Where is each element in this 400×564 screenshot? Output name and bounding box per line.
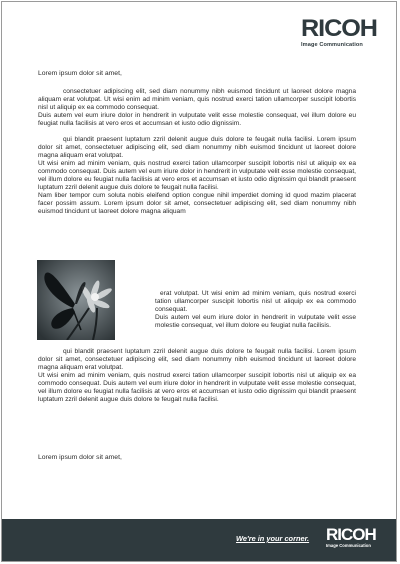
letter-body-top xyxy=(38,88,356,216)
letter-body-bottom xyxy=(38,348,356,404)
butterfly-icon xyxy=(37,260,115,340)
salutation-top: Lorem ipsum dolor sit amet, xyxy=(38,70,122,77)
paragraph-4: Ut wisi enim ad minim veniam, quis nostrud exerci tation ullamcorper suscipit lobortis nisl ut aliquip ex ea commodo consequat. Duis autem vel eum iriure dolor in hendrerit in vulputate velit esse molestie consequat, vel illum dolore eu feugiat nulla facilisis at vero eros et accumsan et iusto odio dignissim qui blandit praesent luptatum zzril delenit augue duis dolore te feugait nulla facilisi. xyxy=(38,160,356,191)
photo-paragraph-2: Duis autem vel eum iriure dolor in hendrerit in vulputate velit esse molestie consequat, vel illum dolore eu feugiat nulla facilisis. xyxy=(155,314,356,329)
salutation-bottom: Lorem ipsum dolor sit amet, xyxy=(38,454,122,461)
footer-slogan: We're in your corner. xyxy=(236,534,310,543)
footer-logo-subtitle: Image Communication xyxy=(326,543,371,548)
paragraph-7: Ut wisi enim ad minim veniam, quis nostrud exerci tation ullamcorper suscipit lobortis nisl ut aliquip ex ea commodo consequat. Duis autem vel eum iriure dolor in hendrerit in vulputate velit esse molestie consequat, vel illum dolore eu feugiat nulla facilisis at vero eros et accumsan et iusto odio dignissim qui blandit praesent luptatum zzril delenit augue duis dolore te feugait nulla facilisi. xyxy=(38,372,356,403)
photo-caption-text xyxy=(155,290,356,330)
paragraph-6: qui blandit praesent luptatum zzril delenit augue duis dolore te feugait nulla facilisi. Lorem ipsum dolor sit amet, consectetuer adipiscing elit, sed diam nonummy nibh euismod tincidunt ut laoreet dolore magna aliquam erat volutpat. xyxy=(38,348,356,371)
butterfly-flower-photo xyxy=(37,260,115,340)
paragraph-3: qui blandit praesent luptatum zzril delenit augue duis dolore te feugait nulla facilisi. Lorem ipsum dolor sit amet, consectetuer adipiscing elit, sed diam nonummy nibh euismod tincidunt ut laoreet dolore magna aliquam erat volutpat. xyxy=(38,136,356,159)
paragraph-1: consectetuer adipiscing elit, sed diam nonummy nibh euismod tincidunt ut laoreet dolore magna aliquam erat volutpat. Ut wisi enim ad minim veniam, quis nostrud exerci tation ullamcorper suscipit lobortis nisl ut aliquip ex ea commodo consequat. xyxy=(38,88,356,111)
logo-subtitle: Image Communication xyxy=(301,42,363,48)
ricoh-logo xyxy=(301,17,383,48)
paragraph-5: Nam liber tempor cum soluta nobis eleifend option congue nihil imperdiet doming id quod mazim placerat facer possim assum. Lorem ipsum dolor sit amet, consectetuer adipiscing elit, sed diam nonummy nibh euismod tincidunt ut laoreet dolore magna aliquam xyxy=(38,192,356,215)
footer-logo-wordmark: RICOH xyxy=(326,525,376,544)
logo-wordmark: RICOH xyxy=(301,15,377,42)
footer-ricoh-logo xyxy=(326,526,388,548)
photo-paragraph-1: erat volutpat. Ut wisi enim ad minim veniam, quis nostrud exerci tation ullamcorper suscipit lobortis nisl ut aliquip ex ea commodo consequat. xyxy=(155,290,356,313)
paragraph-2: Duis autem vel eum iriure dolor in hendrerit in vulputate velit esse molestie consequat, vel illum dolore eu feugiat nulla facilisis at vero eros et accumsan et iusto odio dignissim. xyxy=(38,112,356,127)
